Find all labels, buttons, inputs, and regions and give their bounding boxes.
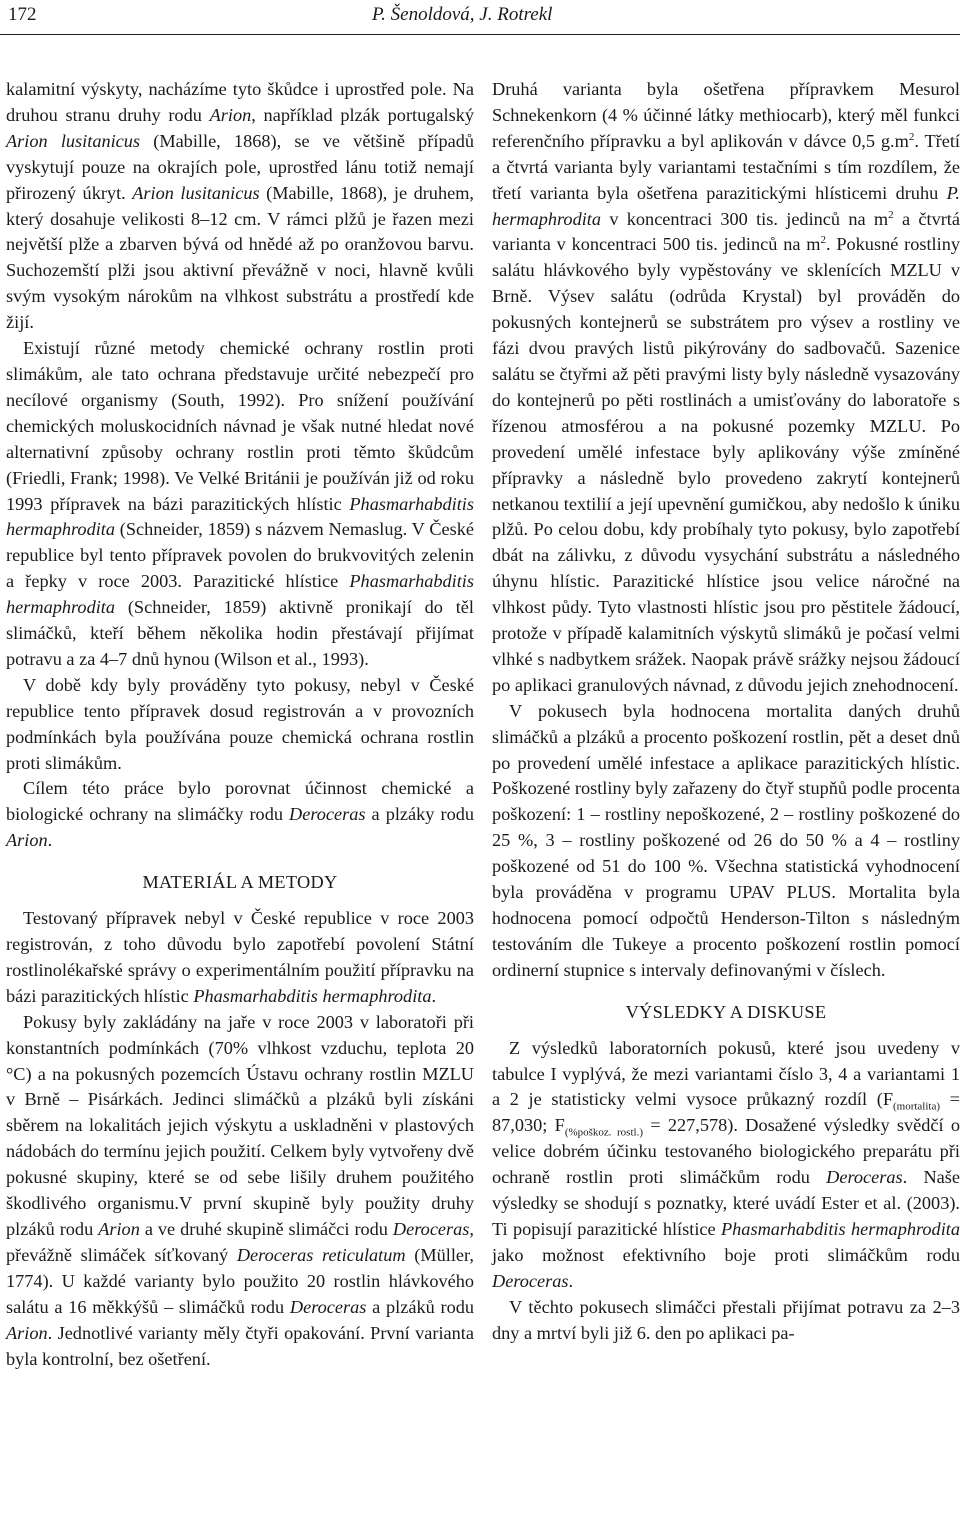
paragraph xyxy=(6,77,474,336)
text-run: = 87,030; F xyxy=(492,1089,960,1136)
left-column xyxy=(6,77,474,1372)
text-run: V těchto pokusech slimáčci přestali přijímat potravu za 2–3 dny a mrtví byli již 6. den po aplikaci pa- xyxy=(492,1296,960,1343)
text-run: , převážně slimáček síťkovaný xyxy=(6,1218,474,1265)
italic-term: P. hermaphrodita xyxy=(492,182,960,229)
text-run: a ve druhé skupině slimáčci rodu xyxy=(139,1218,393,1239)
paragraph xyxy=(6,1010,474,1373)
text-run: = 227,578). Dosažené výsledky svědčí o velice dobrém účinku testovaného biologického preparátu při ochraně rostlin proti slimáčkům rodu xyxy=(492,1115,960,1188)
text-run: a čtvrtá varianta v koncentraci 500 tis. jedinců na m xyxy=(492,208,960,255)
text-run: Existují různé metody chemické ochrany rostlin proti slimákům, ale tato ochrana představuje určité nebezpečí pro necílové organismy (South, 1992). Pro snížení používání chemických moluskocidních návnad je však nutné hledat nové alternativní způsoby ochrany rostlin proti těmto škůdcům (Friedli, Frank; 1998). Ve Velké Británii je používán již od roku 1993 přípravek na bázi parazitických hlístic xyxy=(6,338,474,514)
italic-term: Deroceras xyxy=(492,1270,569,1291)
section-heading-vysledky-a-diskuse: VÝSLEDKY A DISKUSE xyxy=(625,1001,827,1022)
subscript: (%poškoz. rostl.) xyxy=(564,1127,643,1139)
italic-term: Arion lusitanicus xyxy=(6,130,141,151)
subscript: (mortalita) xyxy=(892,1101,941,1114)
italic-term: Phasmarhabditis hermaphrodita xyxy=(721,1218,960,1239)
italic-term: Deroceras reticulatum xyxy=(236,1244,406,1265)
running-header-authors: P. Šenoldová, J. Rotrekl xyxy=(372,4,553,25)
text-run: v koncentraci 300 tis. jedinců na m xyxy=(601,208,889,229)
right-column xyxy=(492,77,960,1347)
text-run: . Třetí a čtvrtá varianta byly variantami testačními s tím rozdílem, že třetí varianta byla ošetřena parazitickými hlísticemi druhu xyxy=(492,130,960,203)
superscript: 2 xyxy=(888,208,894,221)
italic-term: Arion lusitanicus xyxy=(132,182,260,203)
text-run: Druhá varianta byla ošetřena přípravkem Mesurol Schnekenkorn (4 % účinné látky methiocarb), který měl funkci referenčního přípravku a byl aplikován v dávce 0,5 g.m xyxy=(492,79,960,151)
italic-term: Arion xyxy=(209,104,252,125)
paragraph xyxy=(6,673,474,777)
text-run: . Naše výsledky se shodují s poznatky, které uvádí Ester et al. (2003). Ti popisují parazitické hlístice xyxy=(492,1167,960,1239)
text-run: (Mabille, 1868), se ve většině případů vyskytují pouze na okrajích pole, uprostřed lánu totiž nemají přirozený úkryt. xyxy=(6,130,474,203)
paragraph xyxy=(492,77,960,699)
text-run: V době kdy byly prováděny tyto pokusy, nebyl v České republice tento přípravek dosud registrován a v provozních podmínkách byla používána pouze chemická ochrana rostlin proti slimákům. xyxy=(6,674,474,773)
text-run: . Jednotlivé varianty měly čtyři opakování. První varianta byla kontrolní, bez ošetření. xyxy=(6,1322,474,1369)
text-run: (Schneider, 1859) s názvem Nemaslug. V České republice byl tento přípravek povolen do brukvovitých zelenin a řepky v roce 2003. Parazitické hlístice xyxy=(6,519,474,592)
italic-term: Deroceras xyxy=(289,1296,367,1317)
paragraph xyxy=(492,699,960,984)
paragraph xyxy=(6,906,474,1010)
italic-term: Arion xyxy=(98,1218,140,1239)
running-header xyxy=(0,0,960,35)
paragraph xyxy=(6,776,474,854)
text-run: . xyxy=(568,1270,574,1291)
italic-term: Arion xyxy=(6,830,48,851)
text-run: kalamitní výskyty, nacházíme tyto škůdce i uprostřed pole. Na druhou stranu druhy rodu xyxy=(6,79,474,125)
page-number: 172 xyxy=(8,4,37,25)
italic-term: Phasmarhabditis hermaphrodita xyxy=(193,985,432,1006)
text-run: , například plzák portugalský xyxy=(251,104,474,125)
italic-term: Phasmarhabditis hermaphrodita xyxy=(6,571,474,618)
text-run: V pokusech byla hodnocena mortalita daných druhů slimáčků a plzáků a procento poškození rostlin, pět a deset dnů po provedení umělé infestace a aplikace parazitických hlístic. Poškozené rostliny byly zařazeny do čtyř stupňů podle procenta poškození: 1 – rostliny nepoškozené, 2 – rostliny poškozené do 25 %, 3 – rostliny poškozené od 26 do 50 % a 4 – rostliny poškozené od 51 do 100 %. Všechna statistická vyhodnocení byla prováděna v programu UPAV PLUS. Mortalita byla hodnocena pomocí odpočtů Henderson-Tilton s následným testováním dle Tukeye a procento poškození rostlin pomocí ordinerní stupnice s intervaly definovanými v číslech. xyxy=(492,700,960,980)
text-run: . xyxy=(47,830,53,851)
italic-term: Deroceras xyxy=(392,1218,470,1239)
superscript: 2 xyxy=(820,234,826,247)
text-run: (Mabille, 1868), je druhem, který dosahuje velikosti 8–12 cm. V rámci plžů je řazen mezi největší plže a zbarven bývá od hnědé až po oranžovou barvu. Suchozemští plži jsou aktivní převážně v noci, hlavně kvůli svým vysokým nárokům na vlhkost substrátu a prostředí kde žijí. xyxy=(6,182,474,333)
text-run: jako možnost efektivního boje proti slimáčkům rodu xyxy=(492,1244,960,1265)
text-run: Z výsledků laboratorních pokusů, které jsou uvedeny v tabulce I vyplývá, že mezi variantami číslo 3, 4 a variantami 1 a 2 je statisticky velmi vysoce průkazný rozdíl (F xyxy=(492,1037,960,1110)
text-run: Testovaný přípravek nebyl v České republice v roce 2003 registrován, z toho důvodu bylo zapotřebí povolení Státní rostlinolékařské správy o experimentálním použití přípravku na bázi parazitických hlístic xyxy=(6,908,474,1006)
text-run: Cílem této práce bylo porovnat účinnost chemické a biologické ochrany na slimáčky rodu xyxy=(6,778,474,825)
italic-term: Deroceras xyxy=(826,1167,903,1188)
text-run: (Müller, 1774). U každé varianty bylo použito 20 rostlin hlávkového salátu a 16 měkkýšů – slimáčků rodu xyxy=(6,1244,474,1317)
paragraph xyxy=(492,1036,960,1295)
text-run: (Schneider, 1859) aktivně pronikají do těl slimáčků, kteří během několika hodin přestávají přijímat potravu a za 4–7 dnů hynou (Wilson et al., 1993). xyxy=(6,597,474,669)
text-run: Pokusy byly zakládány na jaře v roce 2003 v laboratoři při konstantních podmínkách (70% vlhkost vzduchu, teplota 20 °C) a na pokusných pozemcích Ústavu ochrany rostlin MZLU v Brně – Pisárkách. Jedinci slimáčků a plzáků byli získáni sběrem na lokalitách jejich výskytu a uskladněni v plastových nádobách do termínu jejich použití. Celkem byly vytvořeny dvě pokusné skupiny, které se od sebe lišily druhem použitého škodlivého organismu.V první skupině byly použity druhy plzáků rodu xyxy=(6,1011,474,1239)
text-run: a plzáků rodu xyxy=(366,1296,474,1317)
text-run: . Pokusné rostliny salátu hlávkového byly vypěstovány ve sklenících MZLU v Brně. Výsev salátu (odrůda Krystal) byl prováděn do pokusných kontejnerů se substrátem pro výsev a rostliny ve fázi dvou pravých listů pikýrovány do sadbovačů. Sazenice salátu se čtyřmi až pěti pravými listy byly následně vysazovány do kontejnerů po pěti rostlinách a umisťovány do laboratoře s řízenou atmosférou a na pokusné pozemky MZLU. Po provedení umělé infestace byly aplikovány výše zmíněné přípravky a následně bylo provedeno zakrytí kontejnerů netkanou textilií a její upevnění gumičkou, aby nedošlo k úniku plžů. Po celou dobu, kdy probíhaly tyto pokusy, bylo zapotřebí dbát na zálivku, z důvodu vysychání substrátu a následného úhynu hlístic. Parazitické hlístice jsou velice náročné na vlhkost půdy. Tyto vlastnosti hlístic jsou pro pěstitele žádoucí, protože v případě kalamitních výskytů slimáků je počasí velmi vlhké s nadbytkem srážek. Naopak právě srážky nejsou žádoucí po aplikaci granulových návnad, z důvodu jejich znehodnocení. xyxy=(492,234,960,695)
section-heading-material-a-metody: MATERIÁL A METODY xyxy=(142,872,338,893)
superscript: 2 xyxy=(908,130,915,143)
italic-term: Phasmarhabditis hermaphrodita xyxy=(6,493,474,540)
text-run: a plzáky rodu xyxy=(365,804,474,825)
paragraph xyxy=(6,336,474,673)
italic-term: Deroceras xyxy=(289,804,366,825)
paragraph xyxy=(492,1295,960,1347)
italic-term: Arion xyxy=(6,1322,48,1343)
text-run: . xyxy=(431,985,437,1006)
